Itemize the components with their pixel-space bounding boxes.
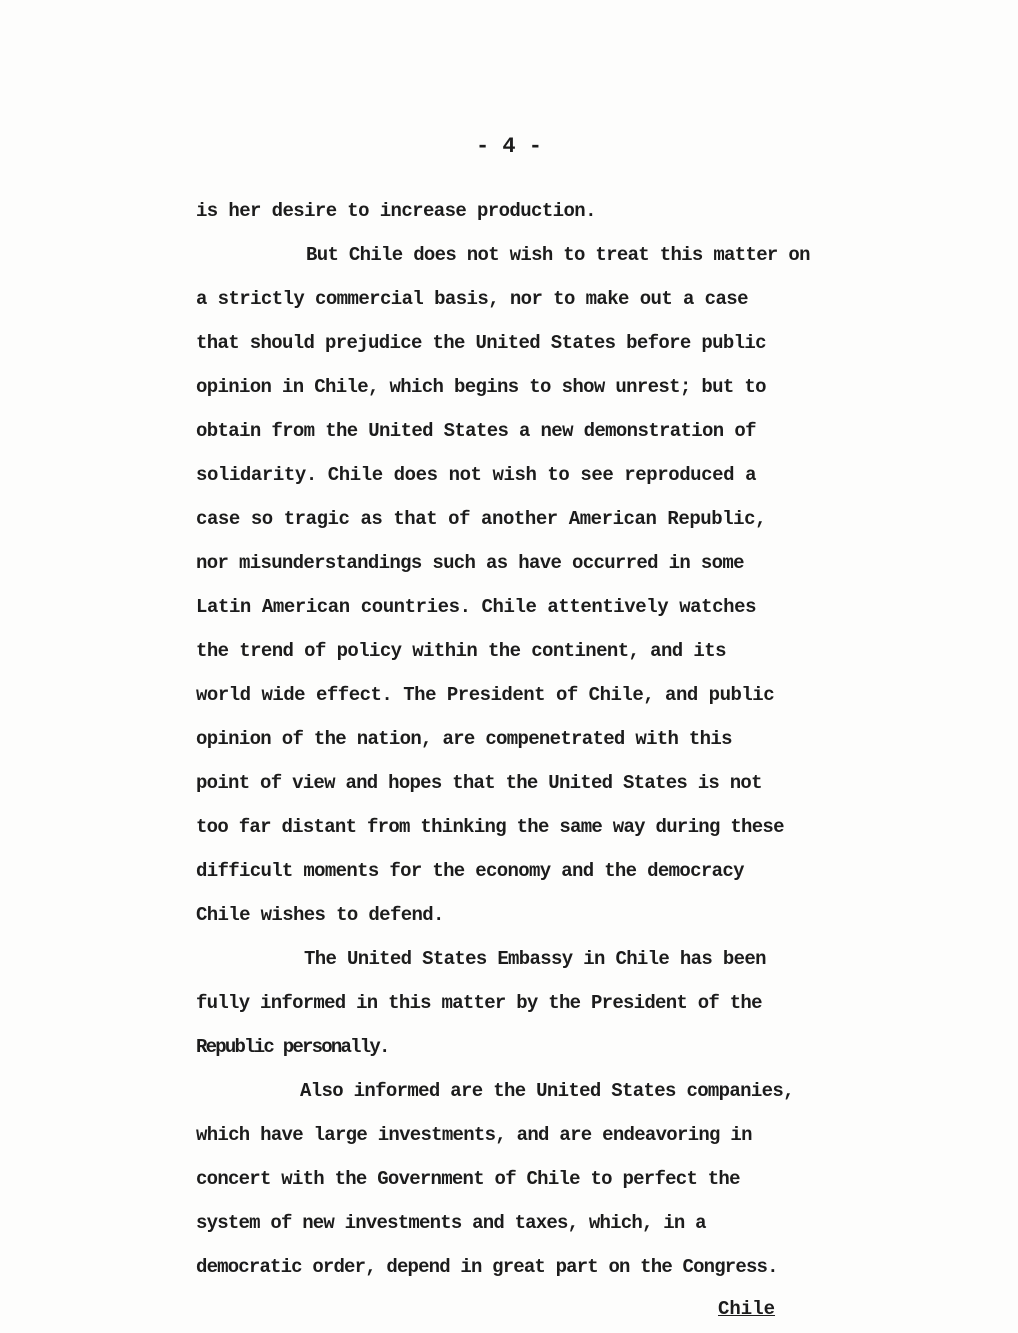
text-line: world wide effect. The President of Chile, and public: [196, 684, 775, 706]
text-line: But Chile does not wish to treat this matter on: [306, 244, 810, 266]
text-line: opinion in Chile, which begins to show unrest; but to: [196, 376, 766, 398]
page-number: - 4 -: [475, 134, 542, 159]
text-line: solidarity. Chile does not wish to see reproduced a: [196, 464, 757, 486]
catchword: Chile: [718, 1298, 776, 1320]
text-line: The United States Embassy in Chile has been: [304, 948, 766, 970]
text-line: opinion of the nation, are compenetrated with this: [196, 728, 732, 750]
text-line: that should prejudice the United States before public: [196, 332, 766, 354]
text-line: too far distant from thinking the same way during these: [196, 816, 784, 838]
text-line: fully informed in this matter by the President of the: [196, 992, 762, 1014]
text-line: point of view and hopes that the United States is not: [196, 772, 762, 794]
text-line: system of new investments and taxes, which, in a: [196, 1212, 706, 1234]
text-line: the trend of policy within the continent, and its: [196, 640, 726, 662]
text-line: democratic order, depend in great part on the Congress.: [196, 1256, 778, 1278]
text-line: is her desire to increase production.: [196, 200, 596, 222]
text-line: concert with the Government of Chile to perfect the: [196, 1168, 740, 1190]
text-line: Also informed are the United States companies,: [300, 1080, 794, 1102]
text-line: nor misunderstandings such as have occurred in some: [196, 552, 744, 574]
text-line: which have large investments, and are endeavoring in: [196, 1124, 752, 1146]
text-line: Republic personally.: [196, 1036, 389, 1058]
text-line: Latin American countries. Chile attentively watches: [196, 596, 757, 618]
text-line: obtain from the United States a new demonstration of: [196, 420, 756, 442]
text-line: difficult moments for the economy and the democracy: [196, 860, 744, 882]
text-line: Chile wishes to defend.: [196, 904, 444, 926]
text-line: a strictly commercial basis, nor to make out a case: [196, 288, 748, 310]
text-line: case so tragic as that of another American Republic,: [196, 508, 767, 530]
